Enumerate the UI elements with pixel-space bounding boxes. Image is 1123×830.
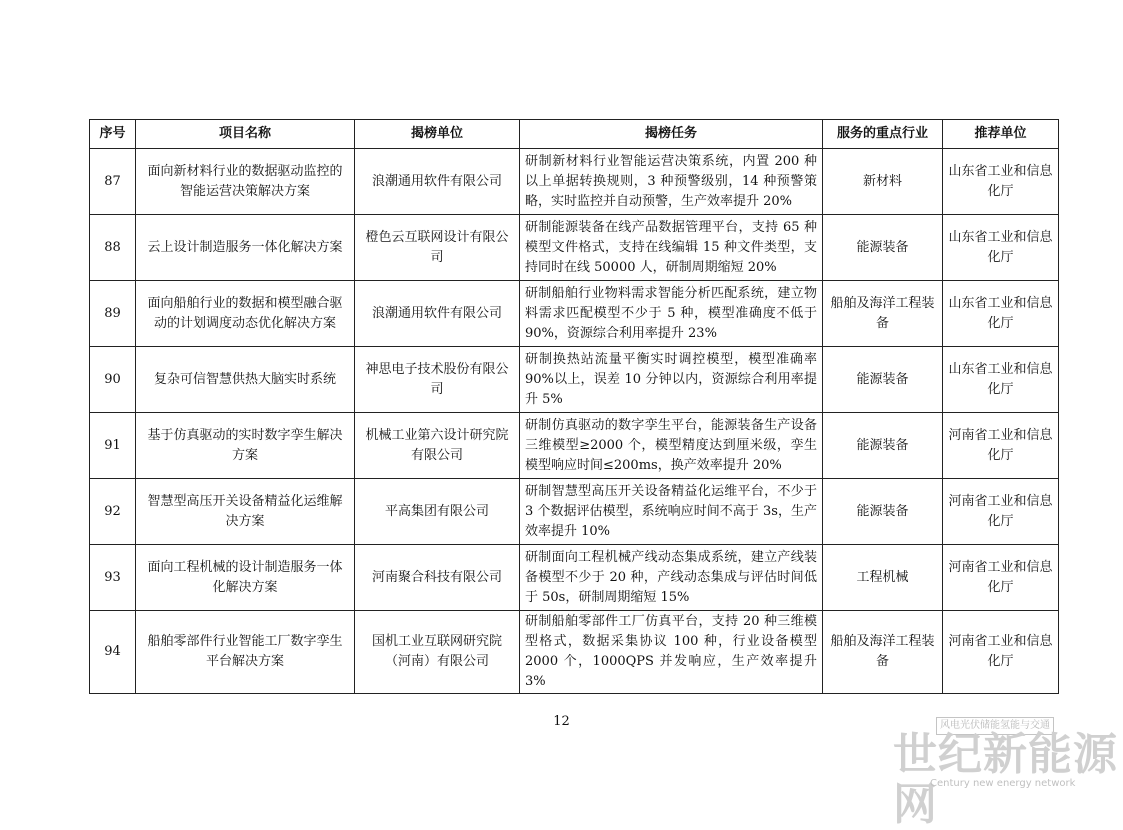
cell-project-name: 基于仿真驱动的实时数字孪生解决方案 [136,413,355,479]
header-task: 揭榜任务 [520,120,823,149]
cell-task: 研制能源装备在线产品数据管理平台，支持 65 种模型文件格式，支持在线编辑 15 种文件类型，支持同时在线 50000 人，研制周期缩短 20% [520,215,823,281]
header-industry: 服务的重点行业 [823,120,943,149]
cell-seq: 88 [90,215,136,281]
header-recommender: 推荐单位 [943,120,1059,149]
cell-project-name: 船舶零部件行业智能工厂数字孪生平台解决方案 [136,611,355,694]
cell-seq: 90 [90,347,136,413]
header-row [90,120,1059,149]
table-body [90,149,1059,694]
cell-seq: 87 [90,149,136,215]
watermark-english: Century new energy network [930,778,1076,789]
cell-unit: 浪潮通用软件有限公司 [355,149,520,215]
table-row [90,611,1059,694]
cell-industry: 船舶及海洋工程装备 [823,611,943,694]
header-unit: 揭榜单位 [355,120,520,149]
table-header [90,120,1059,149]
cell-project-name: 面向新材料行业的数据驱动监控的智能运营决策解决方案 [136,149,355,215]
cell-unit: 河南聚合科技有限公司 [355,545,520,611]
cell-recommender: 山东省工业和信息化厅 [943,215,1059,281]
cell-unit: 平高集团有限公司 [355,479,520,545]
cell-task: 研制新材料行业智能运营决策系统，内置 200 种以上单据转换规则，3 种预警级别，14 种预警策略，实时监控并自动预警，生产效率提升 20% [520,149,823,215]
table-row [90,479,1059,545]
cell-industry: 工程机械 [823,545,943,611]
cell-seq: 94 [90,611,136,694]
cell-recommender: 山东省工业和信息化厅 [943,347,1059,413]
cell-task: 研制面向工程机械产线动态集成系统，建立产线装备模型不少于 20 种，产线动态集成与评估时间低于 50s，研制周期缩短 15% [520,545,823,611]
page-number: 12 [553,714,570,729]
cell-industry: 能源装备 [823,479,943,545]
cell-task: 研制船舶零部件工厂仿真平台，支持 20 种三维模型格式，数据采集协议 100 种，行业设备模型 2000 个，1000QPS 并发响应，生产效率提升 3% [520,611,823,694]
cell-task: 研制仿真驱动的数字孪生平台，能源装备生产设备三维模型≥2000 个，模型精度达到厘米级，孪生模型响应时间≤200ms，换产效率提升 20% [520,413,823,479]
cell-project-name: 云上设计制造服务一体化解决方案 [136,215,355,281]
cell-industry: 新材料 [823,149,943,215]
watermark-logo: 世纪新能源网 [893,729,1118,830]
table-row [90,281,1059,347]
cell-recommender: 河南省工业和信息化厅 [943,413,1059,479]
cell-seq: 89 [90,281,136,347]
cell-recommender: 河南省工业和信息化厅 [943,545,1059,611]
cell-recommender: 山东省工业和信息化厅 [943,149,1059,215]
cell-task: 研制换热站流量平衡实时调控模型，模型准确率 90%以上，误差 10 分钟以内，资源综合利用率提升 5% [520,347,823,413]
cell-industry: 能源装备 [823,347,943,413]
cell-unit: 国机工业互联网研究院（河南）有限公司 [355,611,520,694]
cell-seq: 93 [90,545,136,611]
cell-task: 研制智慧型高压开关设备精益化运维平台，不少于 3 个数据评估模型，系统响应时间不高于 3s，生产效率提升 10% [520,479,823,545]
cell-recommender: 河南省工业和信息化厅 [943,611,1059,694]
cell-unit: 神思电子技术股份有限公司 [355,347,520,413]
cell-industry: 能源装备 [823,413,943,479]
cell-project-name: 面向船舶行业的数据和模型融合驱动的计划调度动态优化解决方案 [136,281,355,347]
table-row [90,413,1059,479]
cell-seq: 91 [90,413,136,479]
cell-task: 研制船舶行业物料需求智能分析匹配系统，建立物料需求匹配模型不少于 5 种，模型准确度不低于 90%，资源综合利用率提升 23% [520,281,823,347]
cell-project-name: 复杂可信智慧供热大脑实时系统 [136,347,355,413]
table-row [90,149,1059,215]
cell-industry: 船舶及海洋工程装备 [823,281,943,347]
header-seq: 序号 [90,120,136,149]
table-row [90,347,1059,413]
cell-seq: 92 [90,479,136,545]
cell-unit: 机械工业第六设计研究院有限公司 [355,413,520,479]
cell-recommender: 山东省工业和信息化厅 [943,281,1059,347]
cell-industry: 能源装备 [823,215,943,281]
cell-project-name: 面向工程机械的设计制造服务一体化解决方案 [136,545,355,611]
watermark-tagline: 风电光伏储能氢能与交通 [936,717,1054,735]
header-project-name: 项目名称 [136,120,355,149]
project-table [89,119,1059,694]
cell-project-name: 智慧型高压开关设备精益化运维解决方案 [136,479,355,545]
cell-unit: 浪潮通用软件有限公司 [355,281,520,347]
table-row [90,545,1059,611]
cell-recommender: 河南省工业和信息化厅 [943,479,1059,545]
cell-unit: 橙色云互联网设计有限公司 [355,215,520,281]
table-row [90,215,1059,281]
